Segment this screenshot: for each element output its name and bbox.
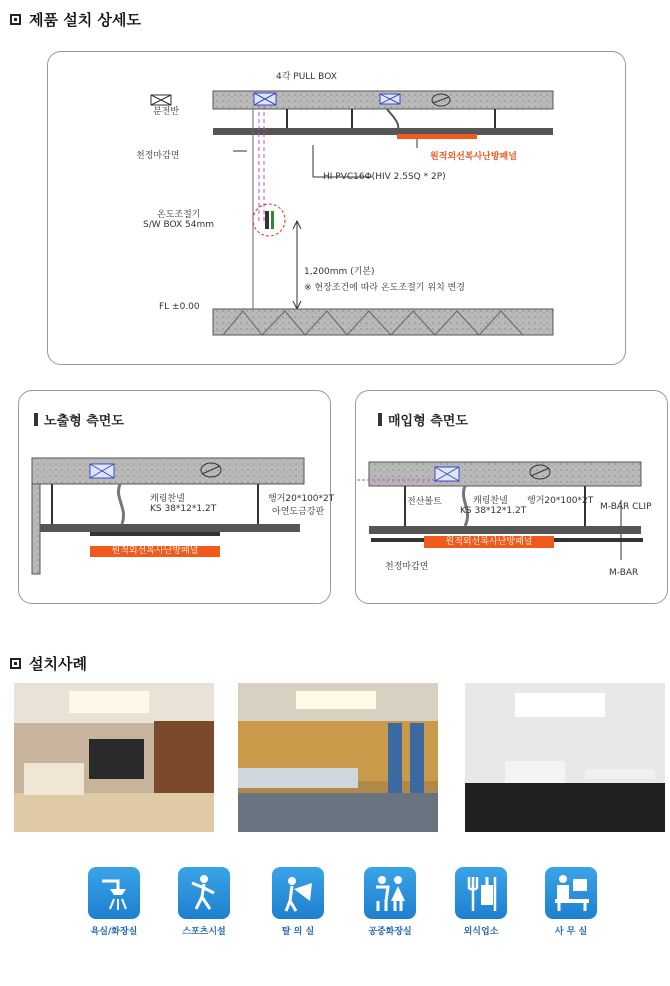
- application-label: 스포츠시설: [182, 927, 226, 937]
- label-distribution-board: 분전반: [153, 107, 180, 117]
- section-title-install-cases: [10, 653, 87, 674]
- changing-room-icon: [272, 867, 324, 919]
- label-hi-pvc: HI PVC16Φ(HIV 2.5SQ * 2P): [323, 172, 446, 182]
- exposed-panel-tag: 원적외선복사난방패널: [90, 546, 220, 557]
- square-bullet-icon: [10, 658, 21, 669]
- label-floor: FL ±0.00: [159, 302, 200, 312]
- exposed-channel-1: 캐링찬넬: [150, 494, 185, 504]
- exposed-hanger-1: 행거20*100*2T: [268, 494, 335, 504]
- embedded-hanger: 행거20*100*2T: [527, 496, 594, 506]
- label-ceiling-finish: 천정마감면: [136, 151, 180, 161]
- exposed-channel-2: KS 38*12*1.2T: [150, 504, 217, 514]
- application-label: 사 무 실: [554, 927, 588, 937]
- dining-icon: [455, 867, 507, 919]
- label-panel-name: 원적외선복사난방패널: [430, 152, 517, 162]
- section-title-text: 제품 설치 상세도: [29, 11, 141, 29]
- photo-restroom: [238, 683, 438, 832]
- section-title-text: 설치사례: [29, 655, 87, 673]
- section-title-install-detail: [10, 9, 141, 30]
- exposed-hanger-2: 아연도금강판: [272, 507, 325, 517]
- embedded-mbar-clip: M-BAR CLIP: [600, 502, 652, 512]
- label-height: 1,200mm (기본): [304, 267, 375, 277]
- label-thermostat-1: 온도조절기: [157, 210, 201, 220]
- square-bullet-icon: [10, 14, 21, 25]
- application-label: 탈 의 실: [281, 927, 315, 937]
- application-label: 외식업소: [463, 927, 499, 937]
- photo-living-room: [14, 683, 214, 832]
- install-detail-diagram: [47, 51, 626, 365]
- application-label: 욕실/화장실: [90, 927, 138, 937]
- label-thermostat-2: S/W BOX 54mm: [143, 220, 215, 230]
- embedded-title-text: 매입형 측면도: [388, 414, 468, 429]
- floor-slab: [213, 309, 553, 335]
- application-label: 공중화장실: [368, 927, 412, 937]
- embedded-channel-2: KS 38*12*1.2T: [460, 506, 527, 516]
- embedded-ceiling-finish: 천정마감면: [385, 562, 429, 572]
- exposed-title-text: 노출형 측면도: [44, 414, 124, 429]
- photo-bathroom: [465, 683, 665, 832]
- golfer-icon: [178, 867, 230, 919]
- label-height-note: ※ 현장조건에 따라 온도조절기 위치 변경: [304, 283, 465, 293]
- embedded-mbar: M-BAR: [609, 568, 639, 578]
- restroom-icon: [364, 867, 416, 919]
- embedded-channel-1: 캐링찬넬: [473, 496, 508, 506]
- office-icon: [545, 867, 597, 919]
- label-pull-box: 4각 PULL BOX: [276, 72, 337, 82]
- shower-icon: [88, 867, 140, 919]
- embedded-bolt: 전산볼트: [407, 497, 442, 507]
- embedded-panel-tag: 원적외선복사난방패널: [424, 536, 554, 548]
